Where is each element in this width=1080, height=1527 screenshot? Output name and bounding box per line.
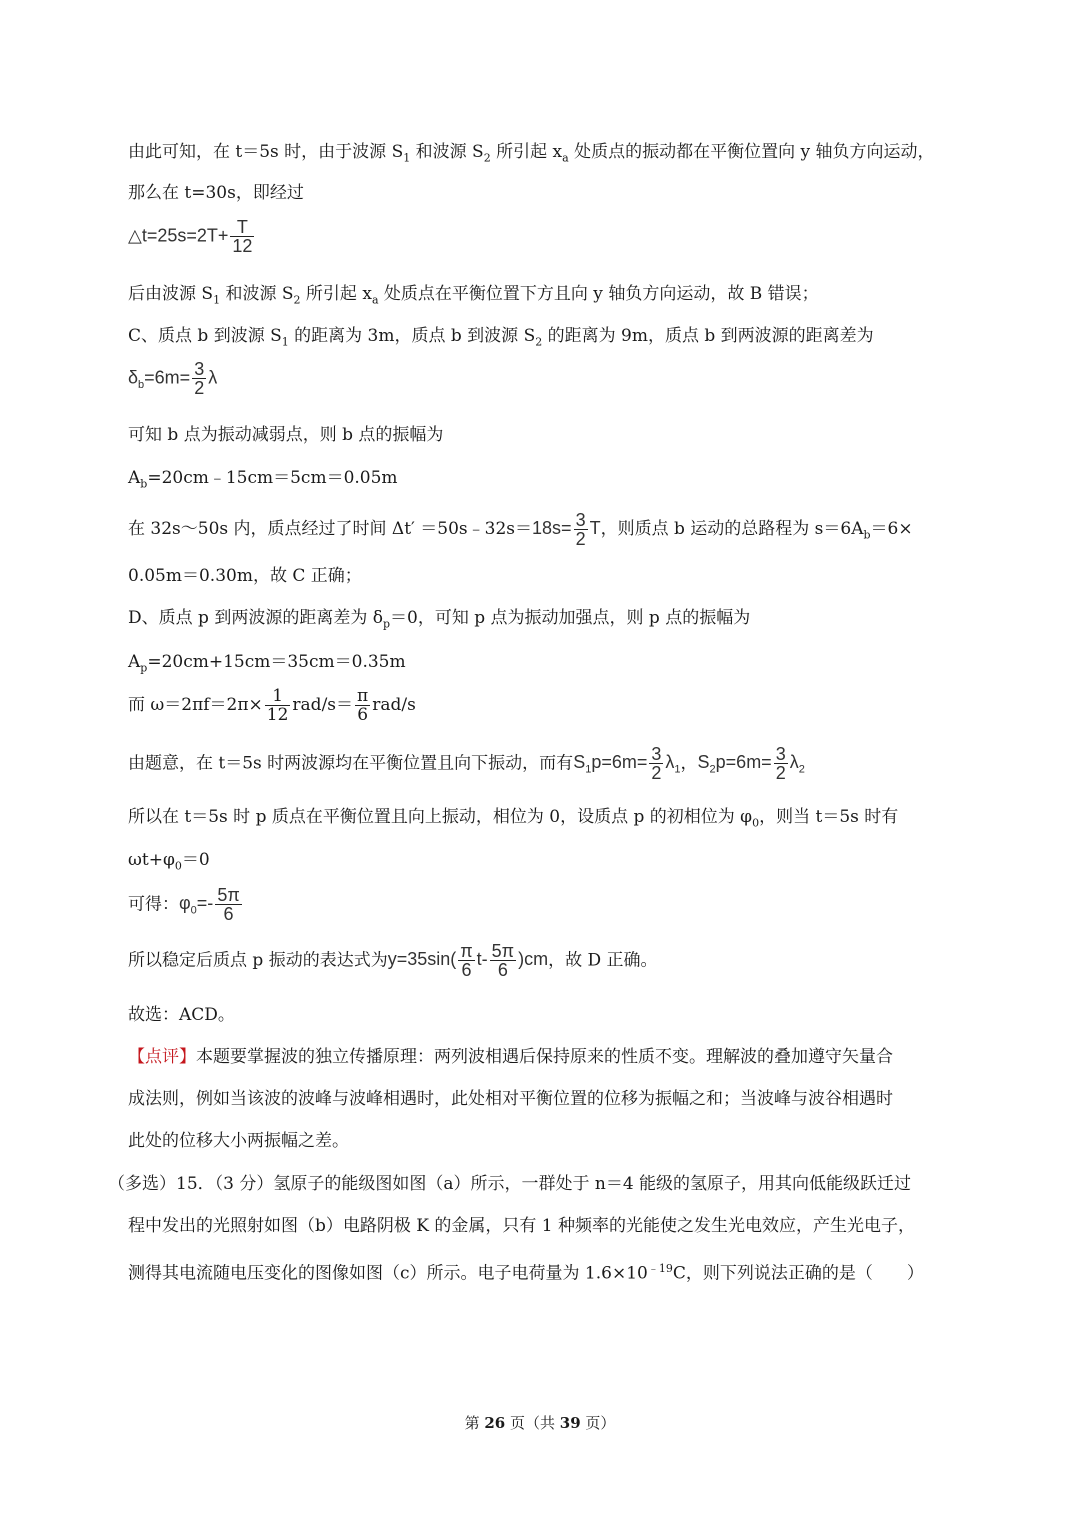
equation-delta-b: $\delta_b=6m=$ $\frac{3}{2}$ λ (128, 359, 218, 398)
page-number: 26 (484, 1414, 506, 1432)
question-line-1: （多选）15．（3 分）氢原子的能级图如图（a）所示，一群处于 n＝4 能级的氢原子，用其向低能级跃迁过 (108, 1174, 912, 1194)
text-line-13: 所以在 t＝5s 时 p 质点在平衡位置且向上振动，相位为 0，设质点 p 的初相位为 $\varphi_0$，则当 t＝5s 时有 (128, 807, 899, 830)
question-line-3: 测得其电流随电压变化的图像如图（c）所示。电子电荷量为 $1.6\times 10^{﹣19}C$，则下列说法正确的是（ ） (128, 1262, 924, 1284)
text-line-2: 那么在 t=30s，即经过 (128, 183, 304, 203)
text-line-16: 所以稳定后质点 p 振动的表达式为y=35sin( $\frac{\pi}{6}$ t- $\frac{5\pi}{6}$ )cm，故 D 正确。 (128, 941, 658, 980)
comment-line-2: 成法则，例如当该波的波峰与波峰相遇时，此处相对平衡位置的位移为振幅之和；当波峰与波谷相遇时 (128, 1089, 893, 1109)
equation-delta-t: △t=25s=2T+ $\frac{T}{12}$ (128, 217, 253, 256)
text-line-10: $A_p=20cm+15cm=35cm=0.35m$ (128, 652, 406, 675)
text-line-8: 0.05m＝0.30m，故 C 正确； (128, 566, 362, 586)
text-line-9: D、质点 p 到两波源的距离差为 $\delta_p=0$，可知 p 点为振动加强点，则 p 点的振幅为 (128, 608, 751, 631)
total-pages: 39 (559, 1414, 581, 1432)
text-line-14: $\omega t+\varphi_0=0$ (128, 850, 210, 873)
text-line-7: 在 32s～50s 内，质点经过了时间 Δt′ ＝50s﹣32s＝18s= $\frac{3}{2}$ T，则质点 b 运动的总路程为 $s=6A_b=6\times$ (128, 510, 913, 549)
comment-line-1: 【点评】本题要掌握波的独立传播原理：两列波相遇后保持原来的性质不变。理解波的叠加遵守矢量合 (128, 1047, 893, 1067)
question-line-2: 程中发出的光照射如图（b）电路阴极 K 的金属，只有 1 种频率的光能使之发生光电效应，产生光电子， (128, 1216, 916, 1236)
text-line-15: 可得：$\varphi_0=-$ $\frac{5\pi}{6}$ (128, 885, 240, 924)
comment-tag: 【点评】 (128, 1047, 196, 1067)
text-line-3: 后由波源 $S_1$ 和波源 $S_2$ 所引起 $x_a$ 处质点在平衡位置下方且向 y 轴负方向运动，故 B 错误； (128, 284, 819, 307)
text-line-1: 由此可知，在 t＝5s 时，由于波源 $S_1$ 和波源 $S_2$ 所引起 $x_a$ 处质点的振动都在平衡位置向 y 轴负方向运动， (128, 142, 935, 165)
text-line-11: 而 ω＝2πf＝2π× $\frac{1}{12}$ rad/s＝ $\frac{\pi}{6}$ rad/s (128, 686, 416, 725)
page-footer: 第 26 页（共 39 页） (464, 1414, 616, 1432)
text-line-4: C、质点 b 到波源 $S_1$ 的距离为 3m，质点 b 到波源 $S_2$ 的距离为 9m，质点 b 到两波源的距离差为 (128, 326, 874, 349)
comment-line-3: 此处的位移大小两振幅之差。 (128, 1131, 349, 1151)
text-line-17: 故选：ACD。 (128, 1005, 235, 1025)
text-line-12: 由题意，在 t＝5s 时两波源均在平衡位置且向下振动，而有$S_1p=6m=$ $\frac{3}{2}$ $\lambda_1$，$S_2p=6m=$ $\frac{3}{2}$ $\lambda_2$ (128, 744, 805, 783)
text-line-5: 可知 b 点为振动减弱点，则 b 点的振幅为 (128, 425, 444, 445)
text-line-6: $A_b=20cm﹣15cm=5cm=0.05m$ (128, 468, 398, 491)
